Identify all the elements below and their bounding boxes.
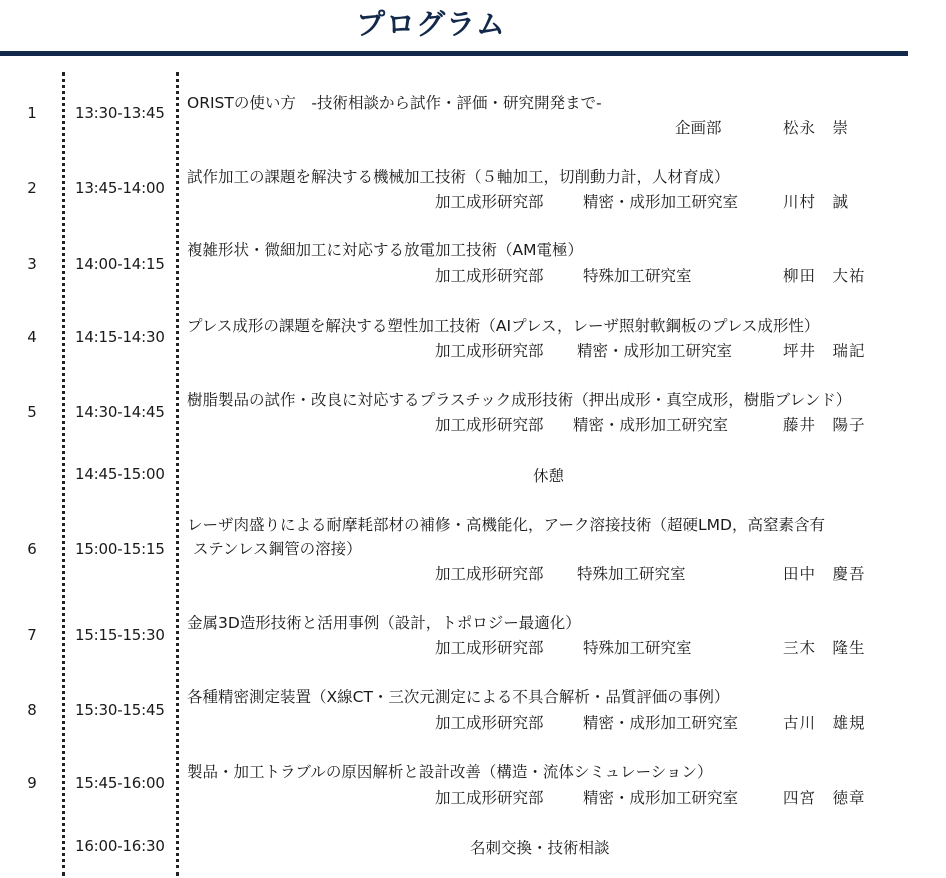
session-time: 14:00-14:15 — [75, 255, 165, 273]
session-presenter: 坪井 瑞記 — [783, 342, 866, 360]
session-presenter: 川村 誠 — [783, 193, 850, 211]
session-number: 6 — [27, 540, 37, 558]
session-department: 加工成形研究部 — [435, 267, 544, 285]
session-topic: 樹脂製品の試作・改良に対応するプラスチック成形技術（押出成形・真空成形，樹脂ブレンド） — [187, 391, 852, 409]
session-topic: プレス成形の課題を解決する塑性加工技術（AIプレス，レーザ照射軟鋼板のプレス成形性） — [187, 317, 820, 335]
session-presenter: 四宮 徳章 — [783, 789, 866, 807]
session-topic: 試作加工の課題を解決する機械加工技術（５軸加工，切削動力計，人材育成） — [187, 168, 730, 186]
session-topic: 製品・加工トラブルの原因解析と設計改善（構造・流体シミュレーション） — [187, 763, 713, 781]
session-laboratory: 精密・成形加工研究室 — [583, 789, 739, 807]
session-department: 加工成形研究部 — [435, 639, 544, 657]
session-laboratory: 精密・成形加工研究室 — [577, 342, 733, 360]
title-underline — [0, 51, 908, 56]
session-topic: 各種精密測定装置（X線CT・三次元測定による不具合解析・品質評価の事例） — [187, 688, 730, 706]
session-topic-continued: ステンレス鋼管の溶接） — [193, 540, 362, 558]
session-time: 13:30-13:45 — [75, 104, 165, 122]
session-laboratory: 特殊加工研究室 — [577, 565, 686, 583]
dotted-divider-left — [62, 72, 65, 876]
session-number: 1 — [27, 104, 37, 122]
session-presenter: 藤井 陽子 — [783, 416, 866, 434]
session-number: 5 — [27, 403, 37, 421]
session-topic: 金属3D造形技術と活用事例（設計，トポロジー最適化） — [187, 614, 581, 632]
session-time: 16:00-16:30 — [75, 837, 165, 855]
session-time: 15:15-15:30 — [75, 626, 165, 644]
session-number: 8 — [27, 701, 37, 719]
session-department: 加工成形研究部 — [435, 193, 544, 211]
session-topic: レーザ肉盛りによる耐摩耗部材の補修・高機能化，アーク溶接技術（超硬LMD，高窒素含有 — [187, 516, 825, 534]
session-presenter: 三木 隆生 — [783, 639, 866, 657]
session-laboratory: 特殊加工研究室 — [583, 267, 692, 285]
session-time: 13:45-14:00 — [75, 179, 165, 197]
break-label: 休憩 — [533, 467, 565, 485]
session-presenter: 古川 雄規 — [783, 714, 866, 732]
session-presenter: 松永 崇 — [783, 119, 850, 137]
session-number: 7 — [27, 626, 37, 644]
dotted-divider-right — [176, 72, 179, 876]
session-time: 14:45-15:00 — [75, 465, 165, 483]
session-department: 加工成形研究部 — [435, 416, 544, 434]
session-laboratory: 特殊加工研究室 — [583, 639, 692, 657]
session-department: 加工成形研究部 — [435, 714, 544, 732]
session-laboratory: 精密・成形加工研究室 — [583, 193, 739, 211]
session-number: 4 — [27, 328, 37, 346]
networking-label: 名刺交換・技術相談 — [470, 839, 610, 857]
session-laboratory: 精密・成形加工研究室 — [573, 416, 729, 434]
session-number: 9 — [27, 774, 37, 792]
session-presenter: 田中 慶吾 — [783, 565, 866, 583]
session-department: 加工成形研究部 — [435, 789, 544, 807]
session-topic: 複雑形状・微細加工に対応する放電加工技術（AM電極） — [187, 241, 583, 259]
session-topic: ORISTの使い方 -技術相談から試作・評価・研究開発まで- — [187, 94, 602, 112]
session-time: 14:30-14:45 — [75, 403, 165, 421]
session-time: 14:15-14:30 — [75, 328, 165, 346]
session-time: 15:30-15:45 — [75, 701, 165, 719]
session-number: 3 — [27, 255, 37, 273]
session-department: 加工成形研究部 — [435, 342, 544, 360]
session-time: 15:00-15:15 — [75, 540, 165, 558]
session-department: 企画部 — [675, 119, 722, 137]
session-department: 加工成形研究部 — [435, 565, 544, 583]
page-title: プログラム — [356, 7, 506, 41]
session-presenter: 柳田 大祐 — [783, 267, 866, 285]
session-laboratory: 精密・成形加工研究室 — [583, 714, 739, 732]
session-time: 15:45-16:00 — [75, 774, 165, 792]
session-number: 2 — [27, 179, 37, 197]
